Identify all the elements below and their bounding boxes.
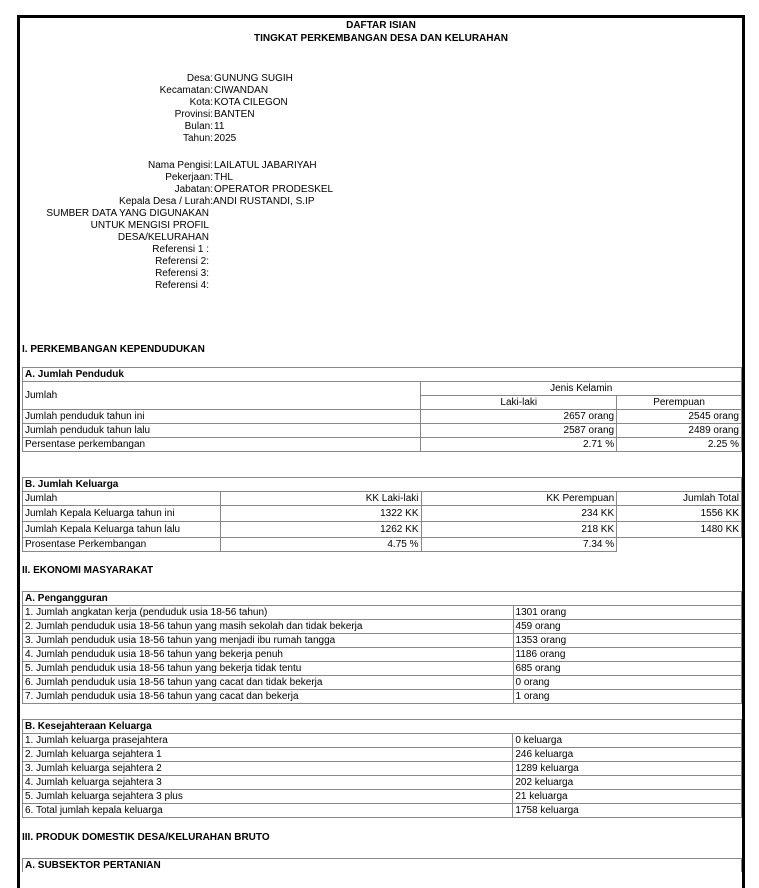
row-value: 459 orang	[513, 620, 741, 634]
table-row	[23, 634, 742, 648]
row-value: 1186 orang	[513, 648, 741, 662]
table-row	[23, 676, 742, 690]
provinsi-label: Provinsi:	[174, 109, 213, 120]
table-row	[23, 424, 742, 438]
row-value: 1758 keluarga	[513, 804, 742, 818]
row-label: Jumlah Kepala Keluarga tahun ini	[23, 506, 221, 522]
pekerjaan-value: THL	[214, 172, 233, 183]
kesejahteraan-table-title: B. Kesejahteraan Keluarga	[23, 720, 742, 734]
keluarga-table	[22, 477, 742, 552]
row-label: Jumlah penduduk tahun ini	[23, 410, 421, 424]
row-value: 0 keluarga	[513, 734, 742, 748]
row-label: 7. Jumlah penduduk usia 18-56 tahun yang cacat dan bekerja	[23, 690, 514, 704]
penduduk-col-male: Laki-laki	[421, 396, 617, 410]
row-label: 4. Jumlah keluarga sejahtera 3	[23, 776, 513, 790]
sources-line-1: SUMBER DATA YANG DIGUNAKAN	[46, 208, 209, 219]
row-label: 4. Jumlah penduduk usia 18-56 tahun yang bekerja penuh	[23, 648, 514, 662]
document-page	[17, 15, 745, 888]
kecamatan-value: CIWANDAN	[214, 85, 269, 96]
row-male: 2587 orang	[421, 424, 617, 438]
section-3-title: III. PRODUK DOMESTIK DESA/KELURAHAN BRUTO	[22, 832, 270, 843]
row-label: Prosentase Perkembangan	[23, 538, 221, 552]
referensi-4: Referensi 4:	[155, 280, 209, 291]
table-row	[23, 762, 742, 776]
row-value: 1289 keluarga	[513, 762, 742, 776]
penduduk-table-title: A. Jumlah Penduduk	[23, 368, 742, 382]
keluarga-table-title: B. Jumlah Keluarga	[23, 478, 742, 492]
filler-block	[20, 160, 742, 208]
table-row	[23, 410, 742, 424]
row-total	[617, 538, 742, 552]
row-label: 5. Jumlah penduduk usia 18-56 tahun yang bekerja tidak tentu	[23, 662, 514, 676]
row-label: 3. Jumlah penduduk usia 18-56 tahun yang menjadi ibu rumah tangga	[23, 634, 514, 648]
pekerjaan-label: Pekerjaan:	[165, 172, 213, 183]
kecamatan-label: Kecamatan:	[159, 85, 213, 96]
table-row	[23, 748, 742, 762]
pengangguran-table	[22, 591, 742, 704]
referensi-2: Referensi 2:	[155, 256, 209, 267]
row-female: 218 KK	[421, 522, 617, 538]
table-row	[23, 522, 742, 538]
desa-label: Desa:	[186, 73, 213, 84]
bulan-label: Bulan:	[184, 121, 213, 132]
row-female: 2545 orang	[617, 410, 742, 424]
row-total: 1480 KK	[617, 522, 742, 538]
kepala-desa-label: Kepala Desa / Lurah:	[119, 196, 213, 207]
table-row	[23, 776, 742, 790]
row-male: 2657 orang	[421, 410, 617, 424]
section-2-title: II. EKONOMI MASYARAKAT	[22, 565, 154, 576]
row-male: 1322 KK	[220, 506, 421, 522]
row-label: 2. Jumlah keluarga sejahtera 1	[23, 748, 513, 762]
row-value: 1301 orang	[513, 606, 741, 620]
row-label: 1. Jumlah angkatan kerja (penduduk usia 18-56 tahun)	[23, 606, 514, 620]
section-1-title: I. PERKEMBANGAN KEPENDUDUKAN	[22, 344, 205, 355]
referensi-3: Referensi 3:	[155, 268, 209, 279]
penduduk-col-jenis-kelamin: Jenis Kelamin	[421, 382, 742, 396]
row-value: 685 orang	[513, 662, 741, 676]
table-row	[23, 662, 742, 676]
row-label: Jumlah penduduk tahun lalu	[23, 424, 421, 438]
row-male: 2.71 %	[421, 438, 617, 452]
referensi-1: Referensi 1 :	[152, 244, 209, 255]
location-block	[20, 73, 742, 145]
table-row	[23, 790, 742, 804]
pertanian-table	[22, 858, 742, 872]
nama-pengisi-value: LAILATUL JABARIYAH	[214, 160, 317, 171]
kota-label: Kota:	[189, 97, 213, 108]
penduduk-col-female: Perempuan	[617, 396, 742, 410]
row-female: 2489 orang	[617, 424, 742, 438]
kesejahteraan-table	[22, 719, 742, 818]
row-value: 0 orang	[513, 676, 741, 690]
table-row	[23, 690, 742, 704]
row-label: 6. Jumlah penduduk usia 18-56 tahun yang cacat dan tidak bekerja	[23, 676, 514, 690]
kepala-desa-value: ANDI RUSTANDI, S.IP	[213, 196, 315, 207]
doc-title: DAFTAR ISIAN	[346, 20, 416, 31]
row-label: Jumlah Kepala Keluarga tahun lalu	[23, 522, 221, 538]
keluarga-col-jumlah: Jumlah	[23, 492, 221, 506]
sources-block	[20, 208, 209, 292]
table-row	[23, 648, 742, 662]
bulan-value: 11	[214, 121, 225, 132]
table-row	[23, 506, 742, 522]
row-female: 234 KK	[421, 506, 617, 522]
tahun-label: Tahun:	[182, 133, 213, 144]
doc-subtitle: TINGKAT PERKEMBANGAN DESA DAN KELURAHAN	[254, 33, 508, 44]
pertanian-table-title: A. SUBSEKTOR PERTANIAN	[23, 859, 742, 873]
kota-value: KOTA CILEGON	[214, 97, 288, 108]
row-value: 1353 orang	[513, 634, 741, 648]
row-female: 7.34 %	[421, 538, 617, 552]
keluarga-col-male: KK Laki-laki	[220, 492, 421, 506]
table-row	[23, 734, 742, 748]
keluarga-col-total: Jumlah Total	[617, 492, 742, 506]
sources-line-3: DESA/KELURAHAN	[117, 232, 209, 243]
sources-line-2: UNTUK MENGISI PROFIL	[90, 220, 209, 231]
row-value: 246 keluarga	[513, 748, 742, 762]
desa-value: GUNUNG SUGIH	[214, 73, 293, 84]
penduduk-col-jumlah: Jumlah	[23, 382, 421, 410]
provinsi-value: BANTEN	[214, 109, 255, 120]
table-row	[23, 804, 742, 818]
row-label: 2. Jumlah penduduk usia 18-56 tahun yang masih sekolah dan tidak bekerja	[23, 620, 514, 634]
row-value: 1 orang	[513, 690, 741, 704]
row-label: Persentase perkembangan	[23, 438, 421, 452]
row-label: 3. Jumlah keluarga sejahtera 2	[23, 762, 513, 776]
pengangguran-table-title: A. Pengangguran	[23, 592, 742, 606]
row-male: 4.75 %	[220, 538, 421, 552]
row-label: 1. Jumlah keluarga prasejahtera	[23, 734, 513, 748]
keluarga-col-female: KK Perempuan	[421, 492, 617, 506]
row-male: 1262 KK	[220, 522, 421, 538]
row-label: 6. Total jumlah kepala keluarga	[23, 804, 513, 818]
jabatan-label: Jabatan:	[174, 184, 213, 195]
nama-pengisi-label: Nama Pengisi:	[147, 160, 213, 171]
tahun-value: 2025	[214, 133, 237, 144]
row-value: 202 keluarga	[513, 776, 742, 790]
table-row	[23, 620, 742, 634]
table-row	[23, 606, 742, 620]
row-value: 21 keluarga	[513, 790, 742, 804]
penduduk-table	[22, 367, 742, 452]
table-row	[23, 438, 742, 452]
row-label: 5. Jumlah keluarga sejahtera 3 plus	[23, 790, 513, 804]
jabatan-value: OPERATOR PRODESKEL	[214, 184, 334, 195]
row-total: 1556 KK	[617, 506, 742, 522]
row-female: 2.25 %	[617, 438, 742, 452]
table-row	[23, 538, 742, 552]
